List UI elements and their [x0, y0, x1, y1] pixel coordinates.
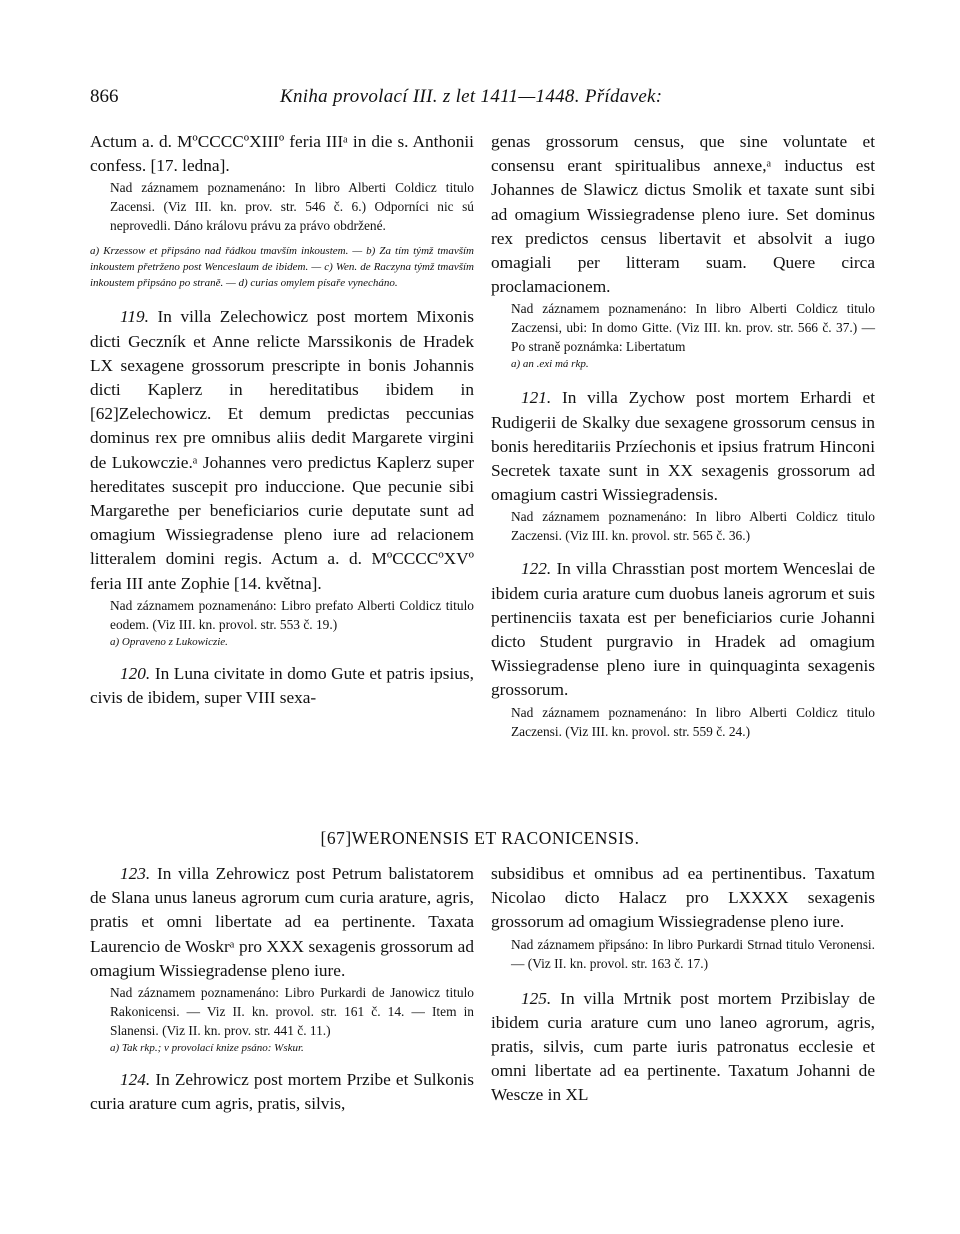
entry-124 [90, 1068, 474, 1116]
entry-text: In villa Zychow post mortem Erhardi et Rudigerii de Skalky due sexagene grossorum census in bonis hereditariis Przíechonis et ipsius fratrum Hinconi Secretek taxate sunt in XX sexagenis grossorum ad omagium castri Wissiegradensis. [491, 388, 875, 505]
page-number: 866 [90, 86, 119, 107]
right-column-bottom [491, 862, 875, 1108]
running-title: Kniha provolací III. z let 1411—1448. Přídavek: [280, 86, 663, 107]
entry-number: 122. [521, 559, 552, 579]
note-124: Nad záznamem připsáno: In libro Purkardi Strnad titulo Veronensi. — (Viz II. kn. provol. str. 163 č. 17.) [511, 936, 875, 971]
entry-120 [90, 662, 474, 710]
entry-119 [90, 305, 474, 595]
note-122: Nad záznamem poznamenáno: In libro Alberti Coldicz titulo Zaczensi. (Viz III. kn. provol. str. 559 č. 24.) [511, 704, 875, 739]
footnote-123: a) Tak rkp.; v provolací knize psáno: Wskur. [110, 1042, 304, 1055]
entry-text: In Zehrowicz post mortem Przibe et Sulkonis curia arature cum agris, pratis, silvis, [90, 1070, 474, 1114]
entry-number: 123. [120, 864, 151, 883]
entry-number: 124. [120, 1070, 151, 1090]
entry-125 [491, 987, 875, 1108]
entry-121 [491, 386, 875, 507]
entry-number: 125. [521, 988, 552, 1008]
entry-text: In villa Mrtnik post mortem Przibislay de ibidem curia arature cum uno laneo agrorum, agris, pratis, silvis, cum parte iuris patronatus ecclesie et omni libertate ad ea pertinente. Taxatum Johanni de Wescze in XL [491, 988, 875, 1105]
left-column-bottom [90, 862, 474, 1116]
entry-text: In villa Chrasstian post mortem Wenceslai de ibidem curia arature cum duobus laneis agrorum et suis pertinenciis taxata est per beneficiarios curie Johanni dicto Student purgravio in Hradek ad omagium Wissiegradense pleno iure in quinquaginta sexagenis grossorum. [491, 559, 876, 700]
note-123: Nad záznamem poznamenáno: Libro Purkardi de Janowicz titulo Rakonicensi. — Viz II. kn. provol. str. 161 č. 14. — Item in Slanensi. (Viz II. kn. prov. str. 441 č. 11.) [110, 985, 474, 1039]
section-heading: [67]WERONENSIS ET RACONICENSIS. [320, 828, 640, 848]
entry-number: 120. [120, 663, 151, 683]
entry-text: In Luna civitate in domo Gute et patris ipsius, civis de ibidem, super VIII sexa- [90, 663, 474, 708]
left-column-top [90, 130, 474, 710]
note-120: Nad záznamem poznamenáno: In libro Alberti Coldicz titulo Zaczensi, ubi: In domo Gitte. (Viz III. kn. prov. str. 566 č. 37.) — Po straně poznámka: Libertatum [511, 301, 875, 355]
note-121: Nad záznamem poznamenáno: In libro Alberti Coldicz titulo Zaczensi. (Viz III. kn. provol. str. 565 č. 36.) [511, 509, 875, 544]
entry-118-closing: Actum a. d. MºCCCCºXIIIº feria IIIᵃ in die s. Anthonii confess. [17. ledna]. [90, 132, 474, 176]
entry-number: 121. [521, 388, 552, 408]
note-119: Nad záznamem poznamenáno: Libro prefato Alberti Coldicz titulo eodem. (Viz III. kn. provol. str. 553 č. 19.) [110, 597, 474, 632]
entry-text: In villa Zehrowicz post Petrum balistatorem de Slana unus laneus agrorum cum curia arature, agris, pratis et omni libertate ad ea pertinente. Taxata Laurencio de Woskrᵃ pro XXX sexagenis grossorum ad omagium Wissiegradense pleno iure. [90, 864, 474, 980]
note-118: Nad záznamem poznamenáno: In libro Alberti Coldicz titulo Zacensi. (Viz III. kn. prov. str. 546 č. 6.) Odporníci nic sú neprovedli. Dáno královu právu za právo obdržené. [110, 180, 474, 234]
entry-124-continued: subsidibus et omnibus ad ea pertinentibus. Taxatum Nicolao dicto Halacz pro LXXXX sexagenis grossorum ad omagium Wissiegradense pleno iure. [491, 864, 875, 932]
entry-122 [491, 557, 875, 702]
footnotes-118: a) Krzessow et připsáno nad řádkou tmavším inkoustem. — b) Za tím týmž tmavším inkoustem přetrženo post Wenceslaum de ibidem. — c) Wen. de Raczyna týmž tmavším inkoustem připsáno po straně. — d) curias omylem písaře vynecháno. [90, 245, 474, 290]
entry-number: 119. [120, 307, 149, 327]
page-header [90, 86, 870, 116]
entry-text: In villa Zelechowicz post mortem Mixonis dicti Geczník et Anne relicte Marssikonis de Hradek LX sexagene grossorum prescripte in bonis Johannis dicti Kaplerz in hereditatibus ibidem in [62]Zelechowicz. Et demum predictas peccunias dominus rex pre omnibus aliis dedit Margarete virgini de Lukowczie.ᵃ Johannes vero predictus Kaplerz super hereditates suscepit pro induccione. Que pecunie sibi Margarethe per beneficiarios curie deputate sunt ad omagium Wissiegradense pleno iure ad relacionem litteralem domini regis. Actum a. d. MºCCCCºXVº feria III ante Zophie [14. května]. [90, 307, 474, 593]
right-column-top [491, 130, 875, 741]
entry-123 [90, 862, 474, 983]
footnote-119: a) Opraveno z Lukowiczie. [110, 635, 228, 648]
entry-120-continued: genas grossorum census, que sine voluntate et consensu erant spiritualibus annexe,ᵃ inductus est Johannes de Slawicz dictus Smolik et taxate sunt sibi ad omagium Wissiegradense pleno iure. Set dominus rex predictos census libertavit et absolvit a iugo omagiali per litteram suam. Quere circa proclamacionem. [491, 132, 875, 297]
footnote-120: a) an .exi má rkp. [511, 358, 589, 371]
